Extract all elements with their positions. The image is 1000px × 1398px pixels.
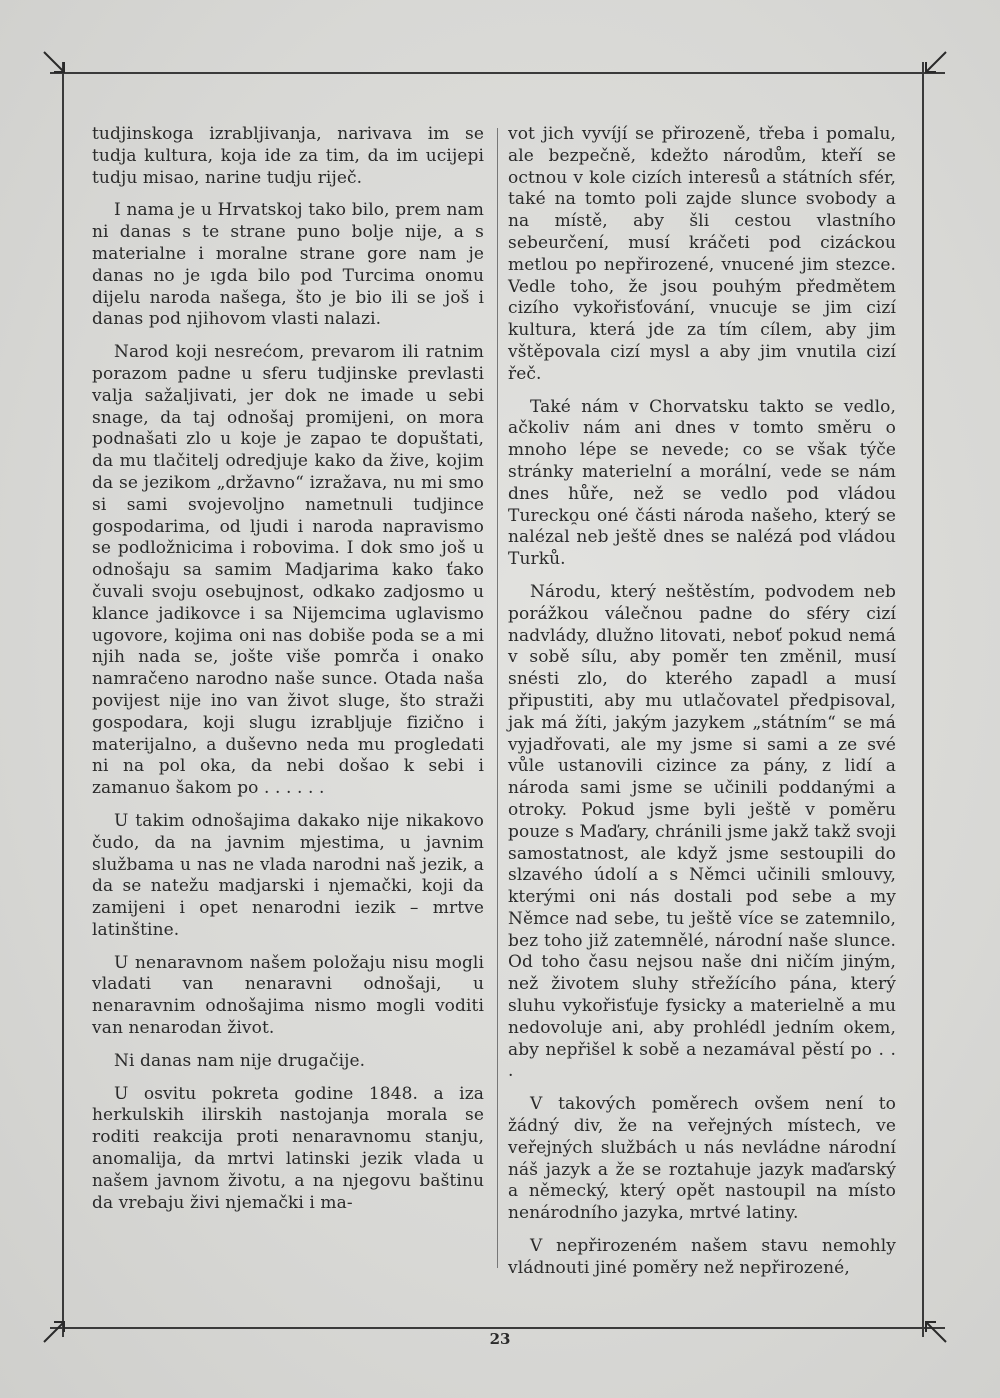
paragraph: V takových poměrech ovšem není to žádný div, že na veřejných místech, ve veřejných službách u nás nevládne národní náš jazyk a že se roztahuje jazyk maďarský a německý, který opět nastoupil na místo nenárodního jazyka, mrtvé latiny. (508, 1094, 896, 1224)
paragraph: vot jich vyvíjí se přirozeně, třeba i pomalu, ale bezpečně, kdežto národům, kteří se octnou v kole cizích interesů a státních sfér, také na tomto poli zajde slunce svobody a na místě, aby šli cestou vlastního sebeurčení, musí kráčeti pod cizáckou metlou po nepřirozené, vnucené jim stezce. Vedle toho, že jsou pouhým předmětem cizího vykořisťování, vnucuje se jim cizí kultura, která jde za tím cílem, aby jim vštěpovala cizí mysl a aby jim vnutila cizí řeč. (508, 124, 896, 384)
corner-ornament-icon (40, 48, 68, 76)
paragraph: U nenaravnom našem položaju nisu mogli vladati van nenaravni odnošaji, u nenaravnim odnošajima nismo mogli voditi van nenarodan život. (92, 952, 484, 1039)
paragraph: V nepřirozeném našem stavu nemohly vládnouti jiné poměry než nepřirozené, (508, 1236, 896, 1278)
paragraph: Národu, který neštěstím, podvodem neb porážkou válečnou padne do sféry cizí nadvlády, dlužno litovati, neboť pokud nemá v sobě sílu, aby poměr ten změnil, musí snésti zlo, do kterého zapadl a musí připustiti, aby mu utlačovatel předpisoval, jak má žíti, jakým jazykem „státním“ se má vyjadřovati, ale my jsme si sami a ze své vůle ustanovili cizince za pány, z lidí a národa sami jsme se učinili poddanými a otroky. Pokud jsme byli ještě v poměru pouze s Maďary, chránili jsme jakž takž svoji samostatnost, ale když jsme sestoupili do slzavého údolí a s Němci učinili smlouvy, kterými oni nás dostali pod sebe a my Němce nad sebe, tu ještě více se zatemnilo, bez toho již zatemnělé, národní naše slunce. Od toho času nejsou naše dni ničím jiným, než životem sluhy střežícího pána, který sluhu vykořisťuje fysicky a materielně a mu nedovoluje ani, aby prohlédl jedním okem, aby nepřišel k sobě a nezamával pěstí po . . . (508, 581, 896, 1082)
paragraph: Také nám v Chorvatsku takto se vedlo, ačkoliv nám ani dnes v tomto směru o mnoho lépe se nevede; co se však týče stránky materielní a morální, vede se nám dnes hůře, než se vedlo pod vládou Turecko̯u oné části národa našeho, který se nalézal neb ještě dnes se nalézá pod vládou Turků. (508, 396, 896, 570)
page-number: 23 (489, 1330, 511, 1348)
frame-top-border (50, 72, 945, 74)
right-column-czech (508, 124, 896, 1291)
corner-ornament-icon (40, 1318, 68, 1346)
left-column-croatian (92, 124, 484, 1225)
frame-left-border (62, 62, 64, 1337)
paragraph: U takim odnošajima dakako nije nikakovo čudo, da na javnim mjestima, u javnim službama u nas ne vlada narodni naš jezik, a da se natežu madjarski i njemački, koji da zamijeni i opet nenarodni iezik – mrtve latinštine. (92, 810, 484, 940)
paragraph: U osvitu pokreta godine 1848. a iza herkulskih ilirskih nastojanja morala se roditi reakcija proti nenaravnomu stanju, anomalija, da mrtvi latinski jezik vlada u našem javnom životu, a na njegovu baštinu da vrebaju živi njemački i ma- (92, 1083, 484, 1213)
paragraph: I nama je u Hrvatskoj tako bilo, prem nam ni danas s te strane puno bolje nije, a s materialne i moralne strane gore nam je danas no je ıgda bilo pod Turcima onomu dijelu naroda našega, što je bio ili se još i danas pod njihovom vlasti nalazi. (92, 200, 484, 330)
paragraph: Ni danas nam nije drugačije. (114, 1050, 366, 1071)
paragraph: tudjinskoga izrabljivanja, narivava im se tudja kultura, koja ide za tim, da im ucijepi tudju misao, narine tudju riječ. (92, 124, 484, 188)
frame-right-border (922, 62, 924, 1337)
frame-bottom-border (50, 1327, 945, 1329)
corner-ornament-icon (922, 48, 950, 76)
column-divider (497, 128, 498, 1268)
corner-ornament-icon (922, 1318, 950, 1346)
paragraph: Narod koji nesrećom, prevarom ili ratnim porazom padne u sferu tudjinske prevlasti valja sažaljivati, jer dok ne imade u sebi snage, da taj odnošaj promijeni, on mora podnašati zlo u koje je zapao te dopuštati, da mu tlačitelj odredjuje kako da žive, kojim da se jezikom „državno“ izražava, nu mi smo si sami svojevoljno nametnuli tudjince gospodarima, od ljudi i naroda napravismo se podložnicima i robovima. I dok smo još u odnošaju sa samim Madjarima kako ťako čuvali svoju osebujnost, odkako zadjosmo u klance jadikovce i sa Nijemcima uglavismo ugovore, kojima oni nas dobiše poda se a mi njih nada se, jošte više pomrča i onako namračeno narodno naše sunce. Otada naša povijest nije ino van život sluge, što straži gospodara, koji slugu izrabljuje fizično i materijalno, a duševno neda mu progledati ni na pol oka, da nebi došao k sebi i zamanuo šakom po . . . . . . (92, 342, 484, 799)
